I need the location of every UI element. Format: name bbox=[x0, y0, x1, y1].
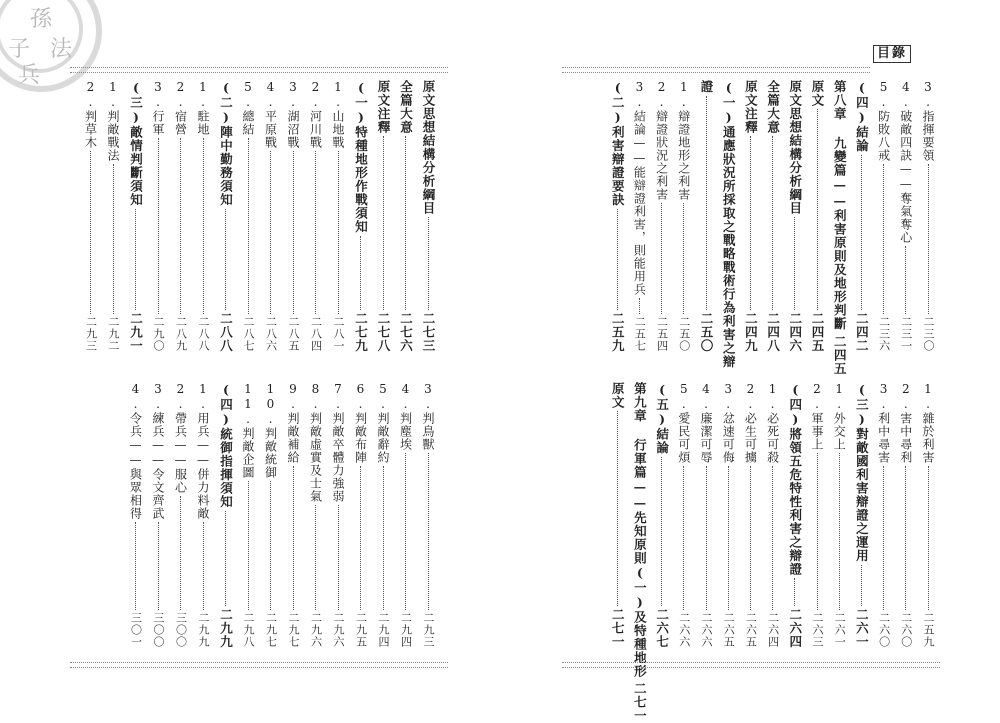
toc-entry-title: 3.結論——能辯證利害，則能用兵 bbox=[632, 80, 647, 296]
dot-leader bbox=[360, 236, 361, 310]
toc-entry-page: 二六〇 bbox=[877, 612, 891, 648]
toc-entry-title: 原文 bbox=[610, 382, 626, 409]
toc-entry-title: (五)結論 bbox=[654, 382, 670, 455]
toc-entry-page: 二八四 bbox=[309, 316, 323, 352]
toc-entry-page: 二四二 bbox=[854, 311, 870, 352]
toc-entry-title: 9.判敵補給 bbox=[286, 382, 300, 464]
dot-leader bbox=[905, 246, 906, 314]
toc-entry-page: 三〇〇 bbox=[174, 612, 188, 648]
toc-entry-title: 1.外交上 bbox=[832, 382, 847, 451]
toc-entry bbox=[786, 382, 804, 648]
dot-leader bbox=[293, 151, 294, 314]
toc-entry bbox=[608, 382, 626, 648]
dot-leader bbox=[706, 466, 707, 610]
toc-entry-page: 二四九 bbox=[743, 311, 759, 352]
toc-entry-page: 二八八 bbox=[197, 316, 210, 352]
toc-entry-page: 二四五 bbox=[810, 311, 825, 352]
toc-entry-title: 2.軍事上 bbox=[810, 382, 824, 451]
brand-seal: 孫 子 法 兵 bbox=[0, 0, 90, 100]
dot-leader bbox=[817, 453, 818, 610]
toc-entry-page: 二三六 bbox=[877, 316, 891, 352]
dot-leader bbox=[617, 209, 618, 310]
toc-entry-title: 3.利中尋害 bbox=[876, 382, 891, 464]
toc-entry-title: 原文思想結構分析綱目 bbox=[421, 80, 436, 215]
dot-leader bbox=[405, 136, 406, 310]
toc-entry-title: 原文注釋 bbox=[376, 80, 391, 134]
dot-leader bbox=[158, 522, 159, 610]
toc-entry-title: 原文思想結構分析綱目 bbox=[787, 80, 803, 215]
toc-entry-page: 二九五 bbox=[354, 612, 368, 648]
toc-entry bbox=[352, 80, 370, 352]
toc-entry-title: 5.防敗八戒 bbox=[876, 80, 891, 162]
dot-leader bbox=[928, 164, 929, 314]
toc-entry-title: 4.平原戰 bbox=[263, 80, 278, 149]
dot-leader bbox=[135, 209, 136, 310]
dot-leader bbox=[728, 466, 729, 610]
dot-leader bbox=[861, 155, 862, 310]
dot-leader bbox=[135, 522, 136, 610]
toc-entry-page: 二六三 bbox=[811, 612, 824, 648]
dot-leader bbox=[383, 136, 384, 310]
dot-leader bbox=[383, 466, 384, 610]
toc-entry-title: 1.雜於利害 bbox=[921, 382, 935, 464]
toc-entry bbox=[82, 80, 100, 352]
toc-entry-page: 二八七 bbox=[242, 316, 255, 352]
toc-entry-title: 全篇大意 bbox=[398, 80, 414, 134]
toc-entry-page: 二六七 bbox=[654, 607, 670, 648]
toc-entry bbox=[262, 382, 280, 648]
toc-entry-page: 二六六 bbox=[700, 612, 713, 648]
toc-entry-title: 原文注釋 bbox=[743, 80, 759, 134]
toc-entry bbox=[786, 80, 804, 352]
toc-entry-title: 全篇大意 bbox=[765, 80, 781, 134]
toc-entry bbox=[897, 80, 915, 352]
dot-leader bbox=[270, 481, 271, 610]
dot-leader bbox=[428, 217, 429, 310]
dot-leader bbox=[772, 136, 773, 310]
dot-leader bbox=[158, 138, 159, 314]
toc-entry-title: 4.令兵——與眾相得 bbox=[128, 382, 143, 520]
dot-leader bbox=[405, 453, 406, 610]
toc-entry-page: 二五〇 bbox=[677, 316, 691, 352]
toc-entry-title: (四)結論 bbox=[854, 80, 870, 153]
dot-leader bbox=[225, 209, 226, 310]
dot-leader bbox=[225, 511, 226, 606]
left-page bbox=[0, 0, 500, 709]
toc-entry-page: 二六〇 bbox=[899, 612, 913, 648]
toc-entry-title: 5.判敵辭約 bbox=[376, 382, 390, 464]
toc-entry bbox=[194, 382, 212, 648]
toc-entry-page: 二四五 bbox=[832, 334, 848, 375]
dot-leader bbox=[248, 138, 249, 314]
bottom-rule bbox=[562, 662, 940, 668]
dot-leader bbox=[338, 505, 339, 610]
toc-entry bbox=[808, 80, 826, 352]
toc-entry-title: 2.宿營 bbox=[173, 80, 188, 136]
toc-entry bbox=[875, 382, 893, 648]
toc-entry-page: 二三一 bbox=[899, 316, 913, 352]
toc-entry bbox=[830, 80, 848, 375]
toc-entry bbox=[262, 80, 280, 352]
dot-leader bbox=[180, 138, 181, 314]
toc-entry bbox=[217, 382, 235, 648]
toc-entry-page: 二九七 bbox=[287, 612, 300, 648]
toc-entry bbox=[127, 80, 145, 352]
toc-entry-page: 二九六 bbox=[332, 612, 345, 648]
toc-entry-title: 證 bbox=[699, 80, 714, 94]
toc-entry bbox=[284, 80, 302, 352]
toc-entry bbox=[284, 382, 302, 648]
toc-entry-page: 二五〇 bbox=[699, 311, 714, 352]
toc-entry-page: 二三〇 bbox=[922, 316, 935, 352]
toc-entry bbox=[239, 80, 257, 352]
dot-leader bbox=[360, 466, 361, 610]
toc-entry-page: 二六五 bbox=[722, 612, 736, 648]
toc-entry-title: 4.破敵四訣——奪氣奪心 bbox=[898, 80, 913, 244]
toc-entry-page: 二六一 bbox=[854, 607, 870, 648]
toc-entry bbox=[741, 80, 759, 352]
dot-leader bbox=[428, 453, 429, 610]
toc-entry-page: 二八八 bbox=[218, 311, 234, 352]
toc-entry-page: 三〇〇 bbox=[152, 612, 165, 648]
dot-leader bbox=[861, 565, 862, 606]
toc-entry-page: 二六五 bbox=[744, 612, 758, 648]
toc-entry-page: 二七九 bbox=[353, 311, 369, 352]
dot-leader bbox=[203, 138, 204, 314]
toc-entry-page: 二八九 bbox=[174, 316, 188, 352]
toc-entry bbox=[630, 382, 648, 723]
toc-entry-title: (一)通應狀況所採取之戰略戰術行為利害之辯 bbox=[721, 80, 737, 369]
toc-entry-title: 1.辯證地形之利害 bbox=[676, 80, 691, 201]
dot-leader bbox=[750, 136, 751, 310]
dot-leader bbox=[203, 522, 204, 610]
dot-leader bbox=[883, 164, 884, 314]
dot-leader bbox=[661, 203, 662, 314]
toc-entry-title: 3.湖沼戰 bbox=[286, 80, 300, 149]
dot-leader bbox=[248, 481, 249, 610]
toc-entry-title: 第八章 九變篇——利害原則及地形判斷 bbox=[832, 80, 848, 331]
bottom-rule bbox=[70, 662, 448, 668]
toc-entry-title: 1.山地戰 bbox=[331, 80, 345, 149]
dot-leader bbox=[113, 164, 114, 314]
toc-entry-page: 二五七 bbox=[633, 316, 647, 352]
dot-leader bbox=[315, 151, 316, 314]
toc-entry bbox=[172, 80, 190, 352]
dot-leader bbox=[905, 466, 906, 610]
toc-entry bbox=[194, 80, 212, 352]
dot-leader bbox=[683, 466, 684, 610]
toc-entry-title: (四)統御指揮須知 bbox=[218, 382, 234, 509]
toc-entry bbox=[149, 382, 167, 648]
toc-entry bbox=[374, 382, 392, 648]
toc-entry bbox=[352, 382, 370, 648]
toc-entry-title: 2.河川戰 bbox=[308, 80, 323, 149]
toc-entry-title: 7.判敵卒體力強弱 bbox=[331, 382, 345, 503]
toc-entry-page: 二九九 bbox=[197, 612, 210, 648]
toc-entry-page: 二九四 bbox=[377, 612, 390, 648]
toc-entry bbox=[919, 80, 937, 352]
toc-entry bbox=[397, 80, 415, 352]
toc-entry-title: 3.判鳥獸 bbox=[421, 382, 435, 451]
toc-entry-page: 二六四 bbox=[787, 607, 803, 648]
toc-entry-title: 2.必生可擄 bbox=[743, 382, 758, 464]
dot-leader bbox=[839, 453, 840, 610]
toc-entry-page: 二七三 bbox=[421, 311, 436, 352]
toc-entry-page: 二五九 bbox=[610, 311, 626, 352]
dot-leader bbox=[315, 505, 316, 610]
toc-entry-title: 8.判敵虛實及士氣 bbox=[308, 382, 323, 503]
toc-entry-title: 5.總結 bbox=[241, 80, 255, 136]
toc-entry bbox=[897, 382, 915, 648]
toc-entry bbox=[919, 382, 937, 648]
toc-entry-title: (三)敵情判斷須知 bbox=[128, 80, 144, 207]
toc-entry-page: 二五四 bbox=[655, 316, 669, 352]
toc-entry bbox=[697, 382, 715, 648]
toc-entry-title: 4.判塵埃 bbox=[398, 382, 413, 451]
toc-entry-page: 二九七 bbox=[264, 612, 278, 648]
dot-leader bbox=[706, 96, 707, 310]
toc-entry-page: 二七一 bbox=[610, 607, 626, 648]
toc-entry-page: 二五九 bbox=[922, 612, 935, 648]
toc-entry-title: 3.行軍 bbox=[151, 80, 165, 136]
toc-entry bbox=[104, 80, 122, 352]
toc-entry-title: 4.廉潔可辱 bbox=[699, 382, 713, 464]
toc-entry-page: 二六一 bbox=[833, 612, 847, 648]
toc-entry-title: 11.判敵企圖 bbox=[241, 382, 255, 479]
dot-leader bbox=[661, 457, 662, 606]
toc-entry-title: 原文 bbox=[810, 80, 825, 107]
toc-entry bbox=[675, 80, 693, 352]
toc-entry bbox=[852, 80, 870, 352]
toc-entry bbox=[329, 80, 347, 352]
toc-entry-title: 1.用兵——併力料敵 bbox=[196, 382, 210, 520]
toc-entry bbox=[397, 382, 415, 648]
toc-entry-page: 二八一 bbox=[332, 316, 345, 352]
toc-entry-title: 5.愛民可煩 bbox=[676, 382, 691, 464]
dot-leader bbox=[617, 411, 618, 606]
toc-entry bbox=[852, 382, 870, 648]
toc-entry bbox=[374, 80, 392, 352]
toc-entry-title: 1.判敵戰法 bbox=[106, 80, 120, 162]
toc-entry bbox=[307, 382, 325, 648]
toc-entry-title: (四)將領五危特性利害之辯證 bbox=[787, 382, 803, 576]
dot-leader bbox=[338, 151, 339, 314]
toc-entry bbox=[217, 80, 235, 352]
toc-entry-title: 2.辯證狀況之利害 bbox=[654, 80, 669, 201]
dot-leader bbox=[270, 151, 271, 314]
toc-entry-title: 3.練兵——令文齊武 bbox=[151, 382, 165, 520]
toc-entry-title: (一)特種地形作戰須知 bbox=[353, 80, 369, 234]
dot-leader bbox=[90, 151, 91, 314]
toc-entry-page: 二九八 bbox=[242, 612, 255, 648]
toc-entry-page: 二九三 bbox=[84, 316, 98, 352]
toc-entry-title: (二)陣中勤務須知 bbox=[218, 80, 234, 207]
toc-entry-page: 二九九 bbox=[218, 607, 234, 648]
toc-entry-page: 三〇一 bbox=[129, 612, 143, 648]
dot-leader bbox=[817, 109, 818, 310]
dot-leader bbox=[683, 203, 684, 314]
toc-entry bbox=[172, 382, 190, 648]
toc-entry bbox=[719, 382, 737, 648]
toc-entry-page: 二八六 bbox=[264, 316, 278, 352]
toc-title: 目錄 bbox=[873, 45, 911, 63]
toc-entry-title: 2.帶兵——服心 bbox=[173, 382, 188, 494]
toc-entry-page: 二四六 bbox=[787, 311, 803, 352]
toc-entry bbox=[675, 382, 693, 648]
toc-entry bbox=[653, 80, 671, 352]
dot-leader bbox=[794, 217, 795, 310]
toc-entry bbox=[630, 80, 648, 352]
toc-entry-title: 3.忿速可侮 bbox=[721, 382, 736, 464]
toc-entry-title: (二)利害辯證要訣 bbox=[610, 80, 626, 207]
toc-entry-page: 二六四 bbox=[766, 612, 780, 648]
toc-entry-page: 二八五 bbox=[287, 316, 300, 352]
toc-entry-page: 二七八 bbox=[376, 311, 391, 352]
toc-entry bbox=[239, 382, 257, 648]
toc-entry bbox=[307, 80, 325, 352]
dot-leader bbox=[883, 466, 884, 610]
toc-entry-page: 二九二 bbox=[107, 316, 120, 352]
toc-entry-title: 2.判草木 bbox=[83, 80, 98, 149]
toc-entry-page: 二九一 bbox=[128, 311, 144, 352]
top-rule bbox=[70, 67, 448, 73]
toc-entry-page: 二七六 bbox=[398, 311, 414, 352]
toc-entry bbox=[875, 80, 893, 352]
toc-entry bbox=[127, 382, 145, 648]
toc-entry-page: 二七一 bbox=[632, 682, 648, 723]
toc-entry-title: 3.指揮要領 bbox=[921, 80, 935, 162]
toc-entry-page: 二九四 bbox=[399, 612, 413, 648]
dot-leader bbox=[794, 578, 795, 606]
toc-entry-page: 二四八 bbox=[765, 311, 781, 352]
dot-leader bbox=[180, 496, 181, 610]
toc-entry-page: 二六六 bbox=[677, 612, 691, 648]
toc-entry bbox=[741, 382, 759, 648]
dot-leader bbox=[639, 298, 640, 314]
toc-entry bbox=[608, 80, 626, 352]
toc-entry bbox=[697, 80, 715, 352]
top-rule bbox=[562, 67, 870, 73]
toc-entry-page: 二九〇 bbox=[152, 316, 165, 352]
dot-leader bbox=[772, 466, 773, 610]
toc-entry bbox=[329, 382, 347, 648]
toc-entry bbox=[830, 382, 848, 648]
toc-entry-page: 二九六 bbox=[309, 612, 323, 648]
toc-entry-page: 二九三 bbox=[422, 612, 435, 648]
toc-entry bbox=[764, 80, 782, 352]
toc-entry bbox=[653, 382, 671, 648]
toc-entry bbox=[719, 80, 737, 369]
toc-entry bbox=[419, 80, 437, 352]
toc-entry-title: 6.判敵布陣 bbox=[353, 382, 368, 464]
dot-leader bbox=[750, 466, 751, 610]
toc-entry-title: 2.害中尋利 bbox=[898, 382, 913, 464]
toc-entry-title: 1.必死可殺 bbox=[765, 382, 780, 464]
dot-leader bbox=[293, 466, 294, 610]
right-page bbox=[500, 0, 1000, 723]
toc-entry-title: 第九章 行軍篇——先知原則(一)及特種地形 bbox=[632, 382, 648, 678]
toc-entry bbox=[419, 382, 437, 648]
toc-entry bbox=[808, 382, 826, 648]
toc-entry-title: 10.判敵統御 bbox=[263, 382, 278, 479]
toc-entry bbox=[764, 382, 782, 648]
dot-leader bbox=[928, 466, 929, 610]
toc-entry bbox=[149, 80, 167, 352]
toc-entry-title: 1.駐地 bbox=[196, 80, 210, 136]
toc-entry-title: (三)對敵國利害辯證之運用 bbox=[854, 382, 870, 563]
